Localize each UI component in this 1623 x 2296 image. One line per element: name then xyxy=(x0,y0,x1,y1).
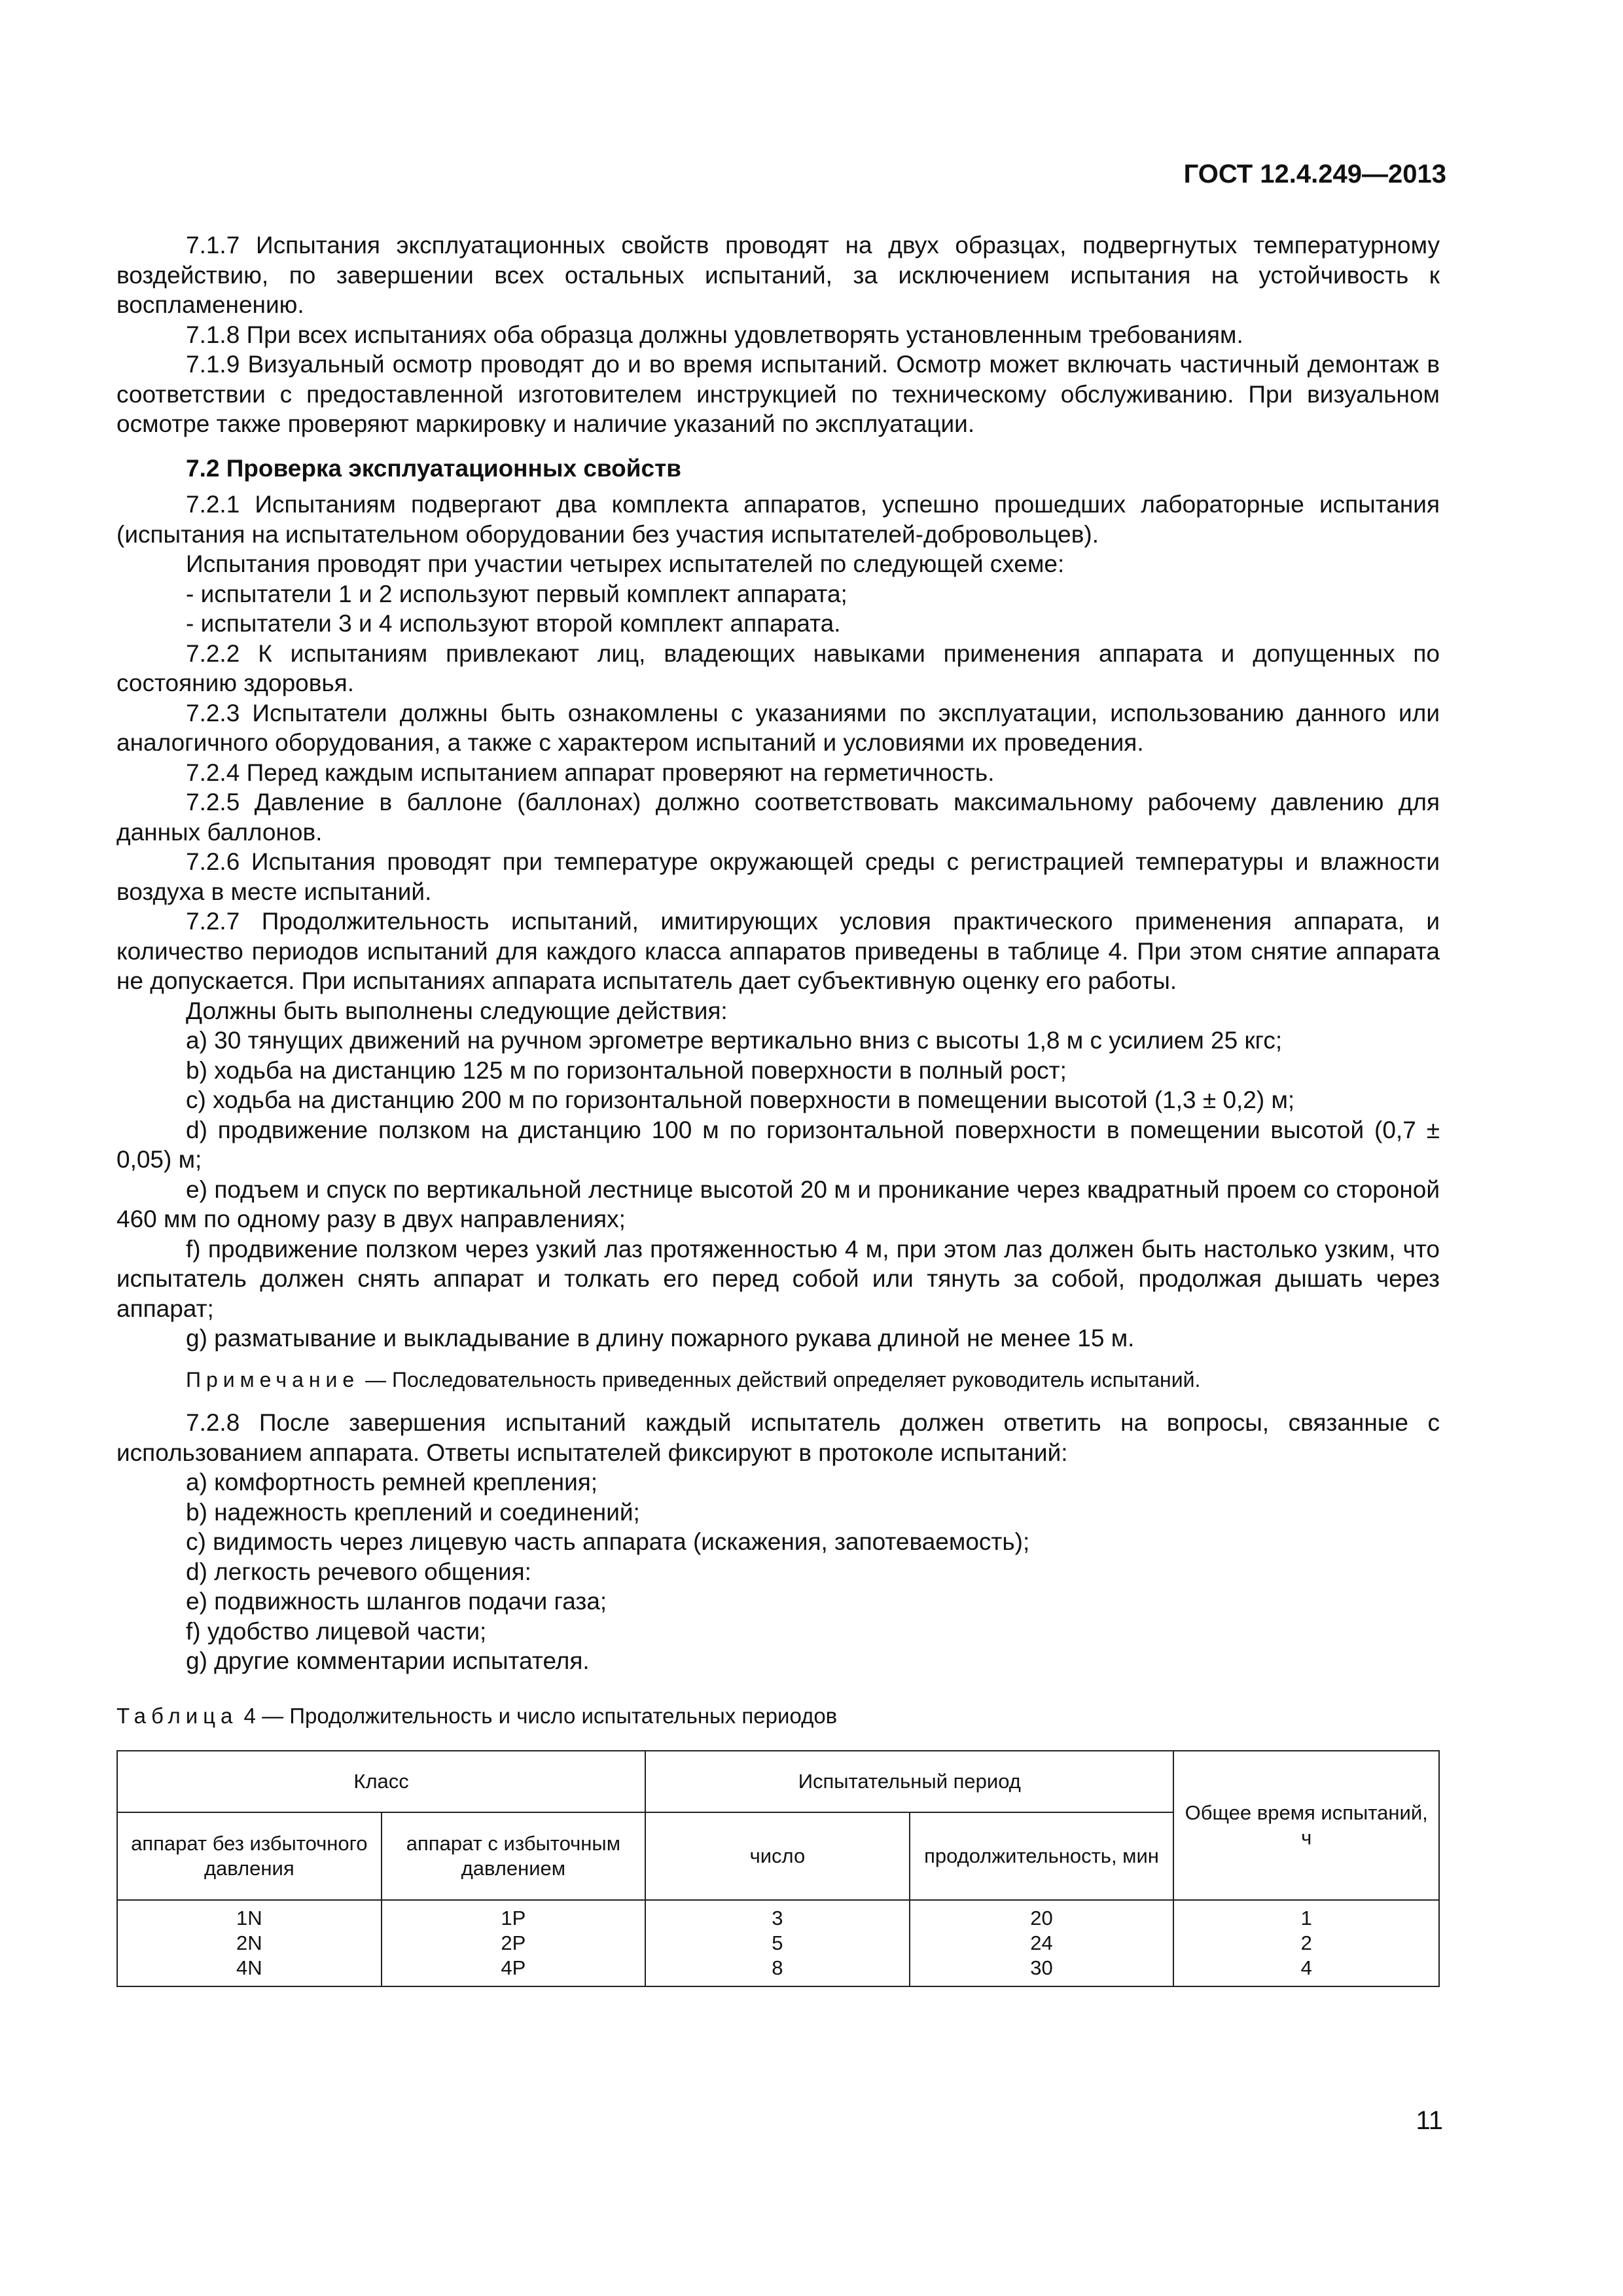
paragraph-7-2-7: 7.2.7 Продолжительность испытаний, имитирующих условия практического применения аппарата, и количество периодов испытаний для каждого класса аппаратов приведены в таблице 4. При этом снятие аппарата не допускается. При испытаниях аппарата испытатель дает субъективную оценку его работы. xyxy=(116,908,1440,994)
paragraph-7-2-2: 7.2.2 К испытаниям привлекают лиц, владеющих навыками применения аппарата и допущенных по состоянию здоровья. xyxy=(116,639,1440,696)
table-caption xyxy=(116,1701,1440,1731)
list-item: f) удобство лицевой части; xyxy=(186,1617,487,1645)
header-class: Класс xyxy=(117,1751,645,1812)
header-no-pressure: аппарат без избыточного давления xyxy=(117,1812,382,1900)
cell-value: 1 xyxy=(1300,1907,1312,1929)
list-item: e) подвижность шлангов подачи газа; xyxy=(186,1588,607,1615)
list-item: b) надежность креплений и соединений; xyxy=(186,1498,640,1526)
header-test-period: Испытательный период xyxy=(645,1751,1173,1812)
paragraph-7-1-8: 7.1.8 При всех испытаниях оба образца должны удовлетворять установленным требованиям. xyxy=(186,321,1243,348)
cell-value: 30 xyxy=(1030,1956,1053,1979)
list-item: e) подъем и спуск по вертикальной лестнице высотой 20 м и проникание через квадратный проем со стороной 460 мм по одному разу в двух направлениях; xyxy=(116,1175,1440,1232)
cell-pressure xyxy=(382,1900,646,1986)
cell-value: 2N xyxy=(236,1931,262,1954)
header-count: число xyxy=(645,1812,909,1900)
table-caption-label: Таблица xyxy=(116,1703,238,1728)
cell-no-pressure xyxy=(117,1900,382,1986)
cell-value: 4P xyxy=(501,1956,526,1979)
list-item: f) продвижение ползком через узкий лаз протяженностью 4 м, при этом лаз должен быть настолько узким, что испытатель должен снять аппарат и толкать его перед собой или тянуть за собой, продолжая дышать через аппарат; xyxy=(116,1235,1440,1322)
list-item: g) другие комментарии испытателя. xyxy=(186,1647,590,1674)
document-code: ГОСТ 12.4.249—2013 xyxy=(1183,160,1446,188)
list-item: d) продвижение ползком на дистанцию 100 м по горизонтальной поверхности в помещении высотой (0,7 ± 0,05) м; xyxy=(116,1116,1440,1173)
page-body xyxy=(116,230,1440,1987)
cell-value: 2 xyxy=(1300,1931,1312,1954)
cell-value: 4N xyxy=(236,1956,262,1979)
cell-value: 8 xyxy=(772,1956,783,1979)
note xyxy=(116,1365,1440,1395)
testers-intro: Испытания проводят при участии четырех испытателей по следующей схеме: xyxy=(186,550,1065,577)
list-item: b) ходьба на дистанцию 125 м по горизонтальной поверхности в полный рост; xyxy=(186,1056,1067,1084)
list-item: a) 30 тянущих движений на ручном эргометре вертикально вниз с высоты 1,8 м с усилием 25 кгс; xyxy=(186,1027,1283,1054)
section-heading-7-2: 7.2 Проверка эксплуатационных свойств xyxy=(186,454,681,482)
paragraph-7-1-7: 7.1.7 Испытания эксплуатационных свойств проводят на двух образцах, подвергнутых температурному воздействию, по завершении всех остальных испытаний, за исключением испытания на устойчивость к воспламенению. xyxy=(116,232,1440,318)
cell-value: 3 xyxy=(772,1907,783,1929)
cell-count xyxy=(645,1900,909,1986)
paragraph-7-2-8: 7.2.8 После завершения испытаний каждый испытатель должен ответить на вопросы, связанные с использованием аппарата. Ответы испытателей фиксируют в протоколе испытаний: xyxy=(116,1409,1440,1466)
cell-value: 1P xyxy=(501,1907,526,1929)
paragraph-7-2-6: 7.2.6 Испытания проводят при температуре окружающей среды с регистрацией температуры и влажности воздуха в месте испытаний. xyxy=(116,848,1440,905)
note-text: — Последовательность приведенных действий определяет руководитель испытаний. xyxy=(359,1367,1201,1391)
cell-value: 2P xyxy=(501,1931,526,1954)
actions-intro: Должны быть выполнены следующие действия: xyxy=(186,997,728,1024)
list-item: - испытатели 3 и 4 используют второй комплект аппарата. xyxy=(186,610,841,637)
note-label: Примечание xyxy=(186,1367,360,1391)
header-duration: продолжительность, мин xyxy=(910,1812,1174,1900)
paragraph-7-2-3: 7.2.3 Испытатели должны быть ознакомлены с указаниями по эксплуатации, использованию данного или аналогичного оборудования, а также с характером испытаний и условиями их проведения. xyxy=(116,699,1440,756)
paragraph-7-2-5: 7.2.5 Давление в баллоне (баллонах) должно соответствовать максимальному рабочему давлению для данных баллонов. xyxy=(116,789,1440,846)
cell-value: 24 xyxy=(1030,1931,1053,1954)
cell-value: 4 xyxy=(1300,1956,1312,1979)
header-total-time: Общее время испытаний, ч xyxy=(1173,1751,1439,1900)
page-number: 11 xyxy=(1416,2106,1443,2135)
list-item: - испытатели 1 и 2 используют первый комплект аппарата; xyxy=(186,580,847,607)
list-item: c) видимость через лицевую часть аппарата (искажения, запотеваемость); xyxy=(186,1528,1030,1555)
table-row xyxy=(117,1900,1439,1986)
paragraph-7-2-1: 7.2.1 Испытаниям подвергают два комплекта аппаратов, успешно прошедших лабораторные испытания (испытания на испытательном оборудовании без участия испытателей-добровольцев). xyxy=(116,491,1440,548)
cell-total xyxy=(1173,1900,1439,1986)
list-item: a) комфортность ремней крепления; xyxy=(186,1469,598,1496)
cell-value: 5 xyxy=(772,1931,783,1954)
table-4 xyxy=(116,1750,1440,1987)
cell-duration xyxy=(910,1900,1174,1986)
list-item: d) легкость речевого общения: xyxy=(186,1558,531,1585)
paragraph-7-2-4: 7.2.4 Перед каждым испытанием аппарат проверяют на герметичность. xyxy=(186,759,995,786)
paragraph-7-1-9: 7.1.9 Визуальный осмотр проводят до и во время испытаний. Осмотр может включать частичный демонтаж в соответствии с предоставленной изготовителем инструкцией по техническому обслуживанию. При визуальном осмотре также проверяют маркировку и наличие указаний по эксплуатации. xyxy=(116,351,1440,437)
list-item: g) разматывание и выкладывание в длину пожарного рукава длиной не менее 15 м. xyxy=(186,1325,1135,1352)
cell-value: 1N xyxy=(236,1907,262,1929)
cell-value: 20 xyxy=(1030,1907,1053,1929)
list-item: c) ходьба на дистанцию 200 м по горизонтальной поверхности в помещении высотой (1,3 ± 0,2) м; xyxy=(186,1086,1295,1113)
header-pressure: аппарат с избыточным давлением xyxy=(382,1812,646,1900)
table-caption-text: 4 — Продолжительность и число испытательных периодов xyxy=(238,1703,838,1728)
